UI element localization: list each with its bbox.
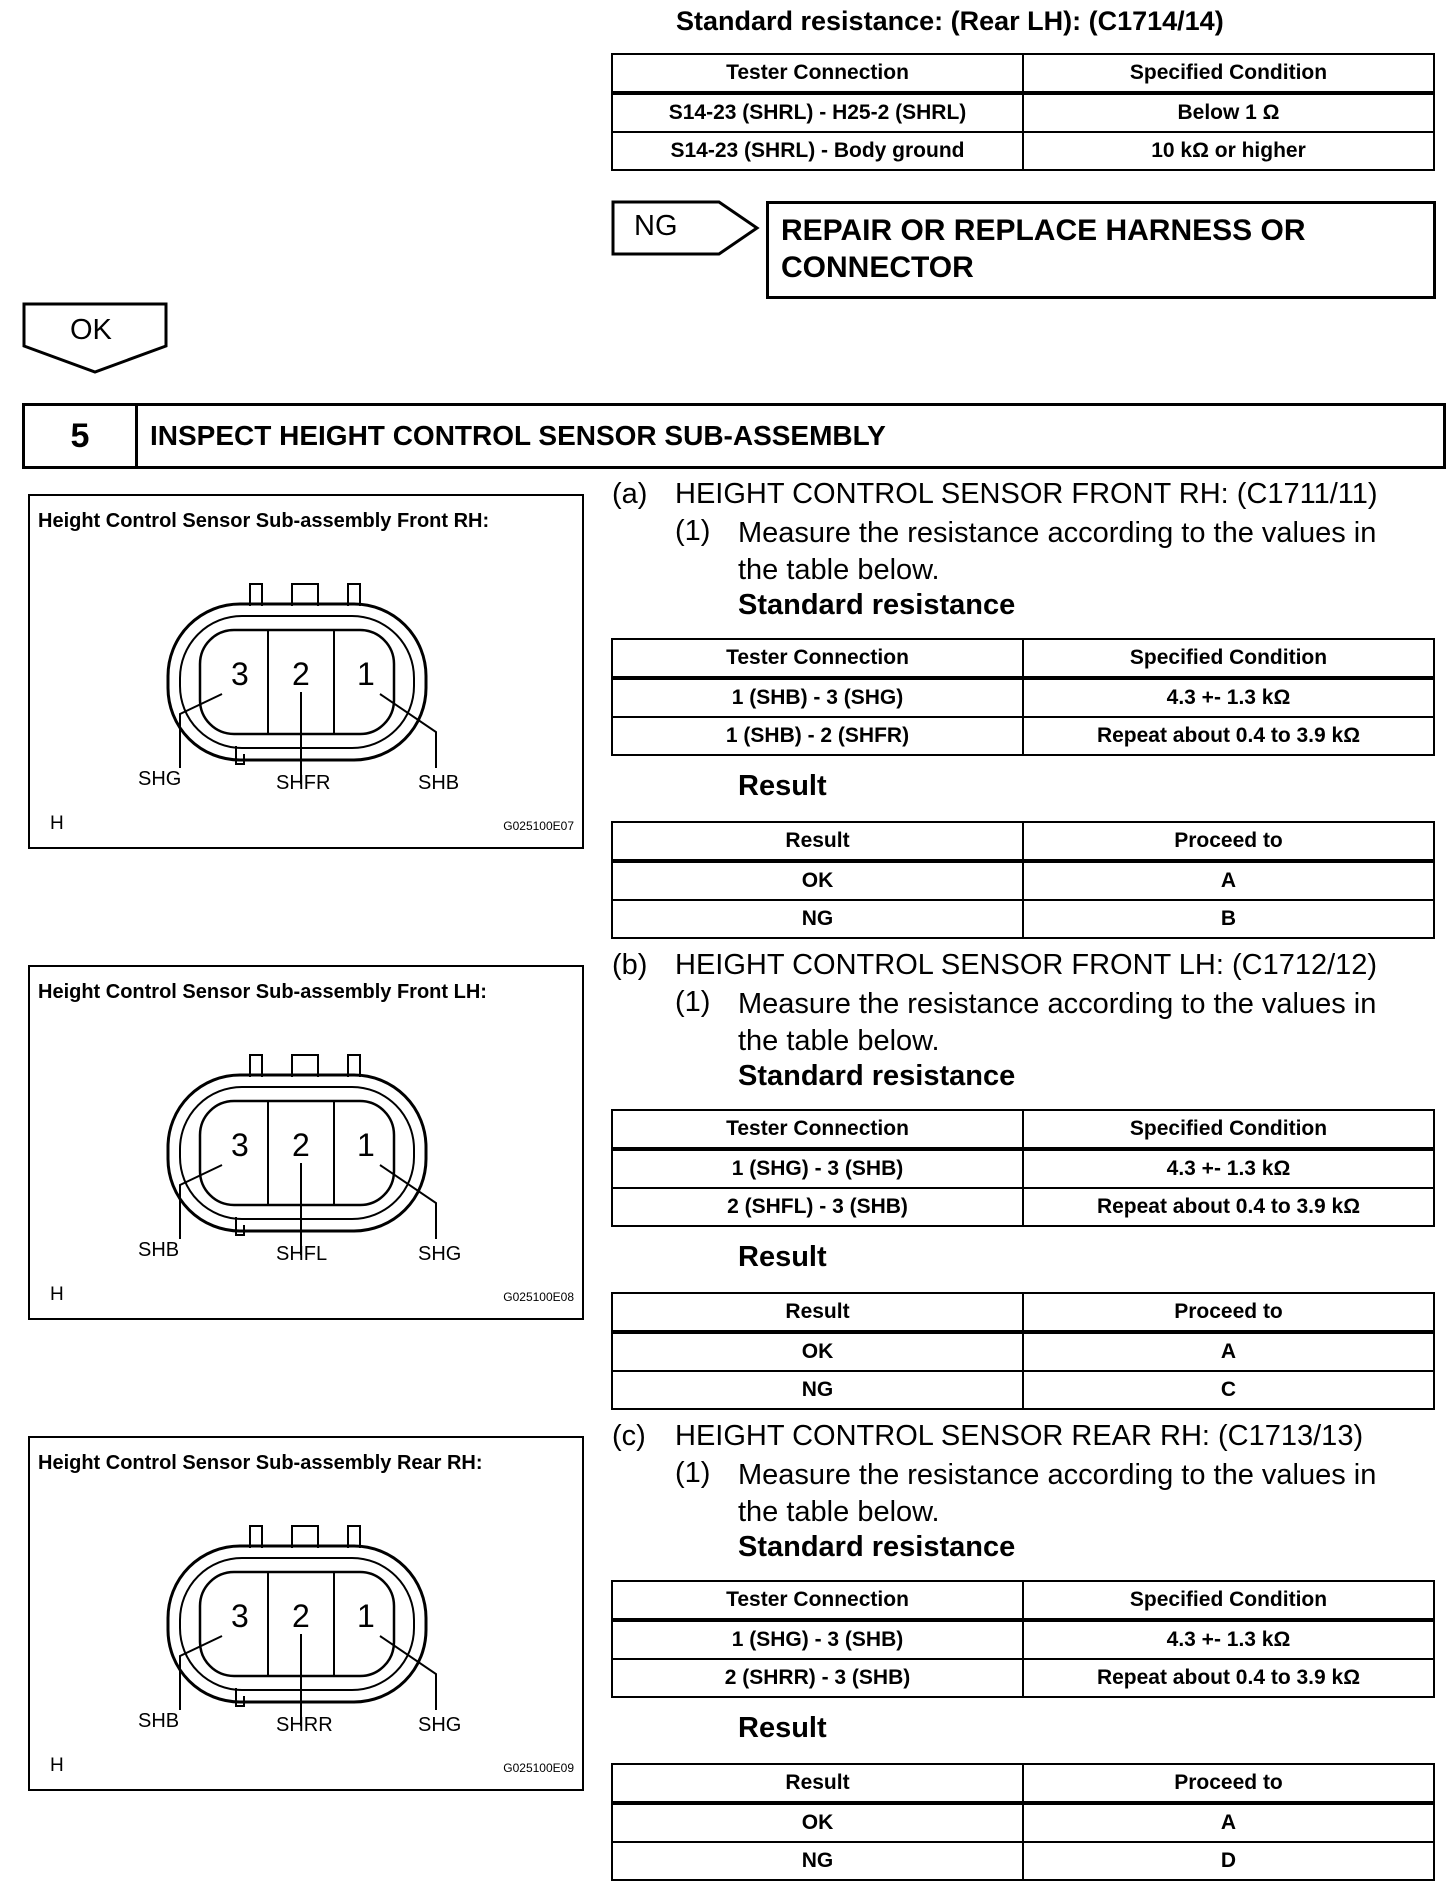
table-cell: A <box>1023 1803 1434 1842</box>
table-row <box>612 1371 1434 1409</box>
wire-label: SHRR <box>276 1714 333 1736</box>
table-header-row <box>612 639 1434 678</box>
cell-condition: 10 kΩ or higher <box>1023 132 1434 170</box>
table-row <box>612 678 1434 717</box>
table-cell: OK <box>612 861 1023 900</box>
table-cell: 1 (SHG) - 3 (SHB) <box>612 1620 1023 1659</box>
table-cell: A <box>1023 861 1434 900</box>
figure-code: G025100E07 <box>503 819 574 833</box>
standard-resistance-label: Standard resistance <box>738 589 1016 621</box>
header-cell: Specified Condition <box>1023 639 1434 678</box>
instruction-line: the table below. <box>738 1496 940 1528</box>
pin-number: 2 <box>292 1598 310 1634</box>
ng-arrow <box>611 200 761 256</box>
instruction-line: Measure the resistance according to the values in <box>738 517 1377 549</box>
pin-number: 1 <box>357 1598 375 1634</box>
table-row <box>612 1149 1434 1188</box>
table-header-row <box>612 1581 1434 1620</box>
table-cell: OK <box>612 1803 1023 1842</box>
ok-label: OK <box>70 314 112 346</box>
section-heading: HEIGHT CONTROL SENSOR REAR RH: (C1713/13) <box>675 1420 1364 1452</box>
cell-connection: S14-23 (SHRL) - Body ground <box>612 132 1023 170</box>
instruction-line: Measure the resistance according to the values in <box>738 1459 1377 1491</box>
wire-label: SHG <box>418 1714 462 1736</box>
table-cell: NG <box>612 1371 1023 1409</box>
table-cell: B <box>1023 900 1434 938</box>
figure-title: Height Control Sensor Sub-assembly Rear RH: <box>38 1452 483 1474</box>
table-cell: 2 (SHFL) - 3 (SHB) <box>612 1188 1023 1226</box>
figure-h-mark: H <box>50 1755 64 1776</box>
header-cell: Tester Connection <box>612 1110 1023 1149</box>
cell-connection: S14-23 (SHRL) - H25-2 (SHRL) <box>612 93 1023 132</box>
header-cell: Proceed to <box>1023 1764 1434 1803</box>
table-cell: A <box>1023 1332 1434 1371</box>
wire-label: SHG <box>138 768 182 790</box>
table-cell: Repeat about 0.4 to 3.9 kΩ <box>1023 1188 1434 1226</box>
spec-table <box>611 1109 1435 1227</box>
instruction-line: Measure the resistance according to the values in <box>738 988 1377 1020</box>
table-header-row <box>612 1293 1434 1332</box>
figure-title: Height Control Sensor Sub-assembly Front LH: <box>38 981 487 1003</box>
table-header-row <box>612 1110 1434 1149</box>
table-cell: Repeat about 0.4 to 3.9 kΩ <box>1023 1659 1434 1697</box>
top-standard-title: Standard resistance: (Rear LH): (C1714/14) <box>676 6 1224 36</box>
wire-label: SHFR <box>276 772 331 794</box>
section-letter: (a) <box>612 478 648 510</box>
result-table <box>611 821 1435 939</box>
top-spec-table <box>611 53 1435 171</box>
table-cell: 1 (SHG) - 3 (SHB) <box>612 1149 1023 1188</box>
section-letter: (c) <box>612 1420 646 1452</box>
step-header <box>22 403 1446 469</box>
table-row <box>612 717 1434 755</box>
header-cell: Proceed to <box>1023 1293 1434 1332</box>
header-specified-condition: Specified Condition <box>1023 54 1434 93</box>
result-label: Result <box>738 1712 827 1744</box>
header-cell: Tester Connection <box>612 1581 1023 1620</box>
instruction-line: the table below. <box>738 554 940 586</box>
instruction-line: the table below. <box>738 1025 940 1057</box>
ok-arrow <box>22 302 168 374</box>
sub-step-number: (1) <box>675 515 711 547</box>
connector-figure <box>28 494 584 849</box>
table-row <box>612 1332 1434 1371</box>
figure-code: G025100E08 <box>503 1290 574 1304</box>
pin-number: 3 <box>231 656 249 692</box>
table-row <box>612 861 1434 900</box>
cell-condition: Below 1 Ω <box>1023 93 1434 132</box>
wire-label: SHB <box>418 772 460 794</box>
header-cell: Result <box>612 1293 1023 1332</box>
figure-h-mark: H <box>50 1284 64 1305</box>
table-cell: 1 (SHB) - 3 (SHG) <box>612 678 1023 717</box>
pin-number: 1 <box>357 656 375 692</box>
table-header-row <box>612 54 1434 93</box>
header-cell: Result <box>612 1764 1023 1803</box>
table-row <box>612 1842 1434 1880</box>
result-table <box>611 1292 1435 1410</box>
wire-label: SHG <box>418 1243 462 1265</box>
table-cell: 2 (SHRR) - 3 (SHB) <box>612 1659 1023 1697</box>
header-tester-connection: Tester Connection <box>612 54 1023 93</box>
section-heading: HEIGHT CONTROL SENSOR FRONT RH: (C1711/11) <box>675 478 1378 510</box>
table-cell: Repeat about 0.4 to 3.9 kΩ <box>1023 717 1434 755</box>
table-row <box>612 900 1434 938</box>
figure-h-mark: H <box>50 813 64 834</box>
table-header-row <box>612 1764 1434 1803</box>
wire-label: SHFL <box>276 1243 328 1265</box>
table-row <box>612 1659 1434 1697</box>
table-cell: 1 (SHB) - 2 (SHFR) <box>612 717 1023 755</box>
result-label: Result <box>738 1241 827 1273</box>
table-cell: C <box>1023 1371 1434 1409</box>
wire-label: SHB <box>138 1710 180 1732</box>
spec-table <box>611 1580 1435 1698</box>
connector-figure <box>28 1436 584 1791</box>
sub-step-number: (1) <box>675 1457 711 1489</box>
table-cell: 4.3 +- 1.3 kΩ <box>1023 1149 1434 1188</box>
figure-title: Height Control Sensor Sub-assembly Front RH: <box>38 510 490 532</box>
table-row <box>612 93 1434 132</box>
header-cell: Result <box>612 822 1023 861</box>
step-number: 5 <box>25 406 138 466</box>
standard-resistance-label: Standard resistance <box>738 1060 1016 1092</box>
result-label: Result <box>738 770 827 802</box>
figure-code: G025100E09 <box>503 1761 574 1775</box>
sub-step-number: (1) <box>675 986 711 1018</box>
header-cell: Specified Condition <box>1023 1581 1434 1620</box>
standard-resistance-label: Standard resistance <box>738 1531 1016 1563</box>
table-row <box>612 1803 1434 1842</box>
header-cell: Specified Condition <box>1023 1110 1434 1149</box>
spec-table <box>611 638 1435 756</box>
pin-number: 3 <box>231 1598 249 1634</box>
table-cell: D <box>1023 1842 1434 1880</box>
section-letter: (b) <box>612 949 648 981</box>
pin-number: 1 <box>357 1127 375 1163</box>
table-cell: NG <box>612 1842 1023 1880</box>
connector-figure <box>28 965 584 1320</box>
pin-number: 2 <box>292 656 310 692</box>
pin-number: 2 <box>292 1127 310 1163</box>
step-title: INSPECT HEIGHT CONTROL SENSOR SUB-ASSEMBLY <box>150 420 886 451</box>
table-row <box>612 1620 1434 1659</box>
section-heading: HEIGHT CONTROL SENSOR FRONT LH: (C1712/12) <box>675 949 1378 981</box>
table-row <box>612 132 1434 170</box>
header-cell: Proceed to <box>1023 822 1434 861</box>
header-cell: Tester Connection <box>612 639 1023 678</box>
table-cell: 4.3 +- 1.3 kΩ <box>1023 1620 1434 1659</box>
ng-label: NG <box>634 210 678 242</box>
table-header-row <box>612 822 1434 861</box>
table-cell: NG <box>612 900 1023 938</box>
result-table <box>611 1763 1435 1881</box>
repair-box: REPAIR OR REPLACE HARNESS OR CONNECTOR <box>766 201 1436 299</box>
table-cell: 4.3 +- 1.3 kΩ <box>1023 678 1434 717</box>
table-cell: OK <box>612 1332 1023 1371</box>
pin-number: 3 <box>231 1127 249 1163</box>
table-row <box>612 1188 1434 1226</box>
wire-label: SHB <box>138 1239 180 1261</box>
